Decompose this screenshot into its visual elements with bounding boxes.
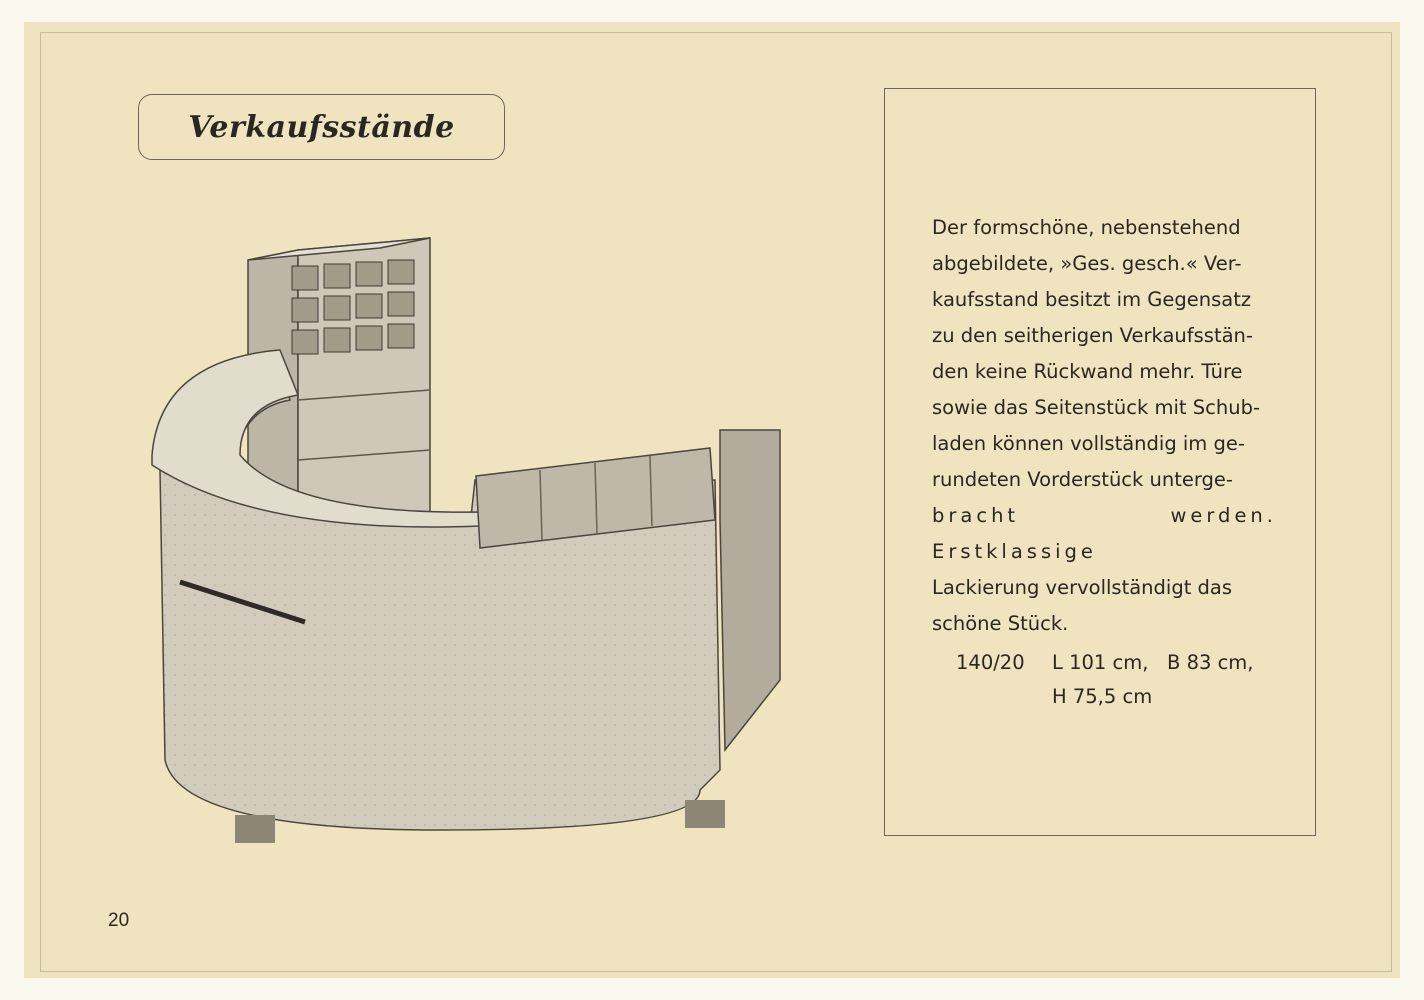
product-height: H 75,5 cm [1052, 685, 1153, 708]
description-line: Lackierung vervollständigt das [932, 576, 1233, 599]
description-line: sowie das Seitenstück mit Schub- [932, 396, 1260, 419]
description-line: zu den seitherigen Verkaufsstän- [932, 324, 1253, 347]
description-line: schöne Stück. [932, 612, 1069, 635]
page-number: 20 [108, 910, 130, 931]
sales-counter-illustration [140, 230, 800, 850]
description-line: den keine Rückwand mehr. Türe [932, 360, 1243, 383]
product-spec [956, 646, 1276, 714]
product-dimensions: L 101 cm, B 83 cm, [1052, 651, 1254, 674]
counter-body [152, 350, 780, 843]
description-text [932, 210, 1277, 642]
description-line: laden können vollständig im ge- [932, 432, 1245, 455]
page-title: Verkaufsstände [188, 109, 455, 145]
product-code: 140/20 [956, 651, 1025, 674]
description-line: kaufsstand besitzt im Gegensatz [932, 288, 1252, 311]
description-line: bracht werden. Erstklassige [932, 504, 1277, 563]
description-line: Der formschöne, nebenstehend [932, 216, 1241, 239]
description-line: rundeten Vorderstück unterge- [932, 468, 1233, 491]
description-line: abgebildete, »Ges. gesch.« Ver- [932, 252, 1242, 275]
title-box [138, 94, 505, 160]
